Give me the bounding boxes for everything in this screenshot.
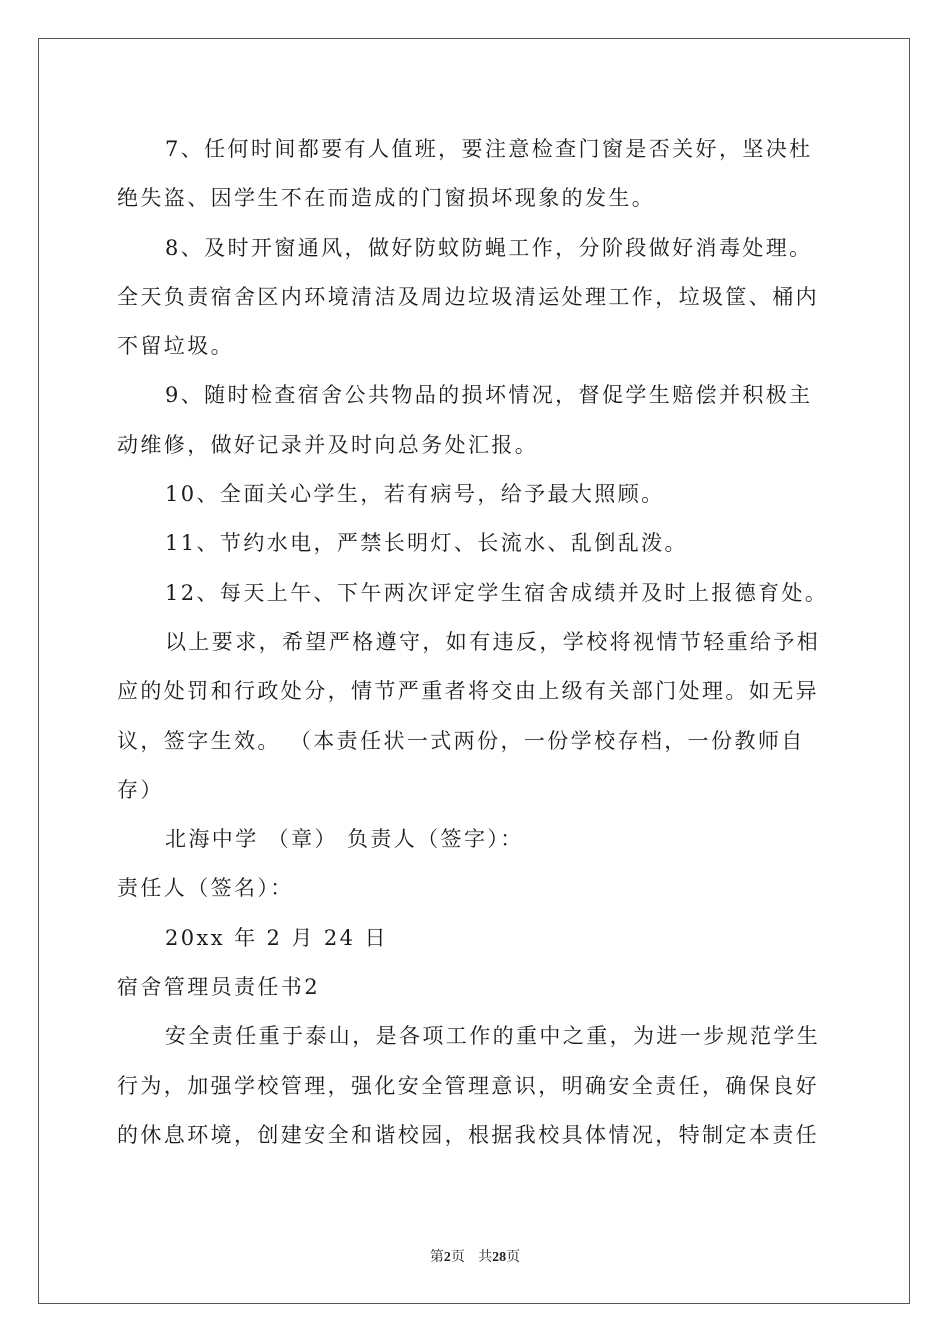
paragraph-line: 行为，加强学校管理，强化安全管理意识，明确安全责任，确保良好 (117, 1073, 819, 1098)
current-page-number: 2 (443, 1250, 451, 1265)
section-title: 宿舍管理员责任书2 (117, 975, 320, 1000)
page-suffix: 页 (450, 1249, 465, 1265)
paragraph-line: 11、节约水电，严禁长明灯、长流水、乱倒乱泼。 (165, 531, 688, 556)
page-number-footer (0, 1246, 950, 1266)
document-body (117, 125, 835, 1160)
total-suffix: 页 (506, 1249, 521, 1265)
date-line: 20xx 年 2 月 24 日 (165, 925, 388, 950)
paragraph-line: 绝失盗、因学生不在而造成的门窗损坏现象的发生。 (117, 186, 656, 211)
paragraph-line: 8、及时开窗通风，做好防蚊防蝇工作，分阶段做好消毒处理。 (165, 235, 813, 260)
paragraph-line: 存） (117, 777, 164, 802)
paragraph-line: 议，签字生效。 （本责任状一式两份，一份学校存档，一份教师自 (117, 728, 805, 753)
paragraph-line: 的休息环境，创建安全和谐校园，根据我校具体情况，特制定本责任 (117, 1122, 819, 1147)
responsible-person-signature-line: 责任人（签名）： (117, 876, 294, 901)
paragraph-line: 全天负责宿舍区内环境清洁及周边垃圾清运处理工作，垃圾筐、桶内 (117, 284, 819, 309)
total-page-number: 28 (492, 1250, 507, 1265)
school-seal-line: 北海中学 （章） 负责人（签字）： (165, 827, 524, 852)
paragraph-line: 9、随时检查宿舍公共物品的损坏情况，督促学生赔偿并积极主 (165, 383, 813, 408)
paragraph-line: 10、全面关心学生，若有病号，给予最大照顾。 (165, 482, 665, 507)
paragraph-line: 应的处罚和行政处分，情节严重者将交由上级有关部门处理。如无异 (117, 679, 819, 704)
paragraph-line: 7、任何时间都要有人值班，要注意检查门窗是否关好，坚决杜 (165, 137, 813, 161)
paragraph-line: 安全责任重于泰山，是各项工作的重中之重，为进一步规范学生 (165, 1024, 821, 1049)
paragraph-line: 以上要求，希望严格遵守，如有违反，学校将视情节轻重给予相 (165, 629, 821, 654)
paragraph-line: 动维修，做好记录并及时向总务处汇报。 (117, 432, 539, 457)
paragraph-line: 不留垃圾。 (117, 334, 234, 359)
total-prefix: 共 (478, 1249, 493, 1265)
paragraph-line: 12、每天上午、下午两次评定学生宿舍成绩并及时上报德育处。 (165, 580, 829, 605)
page-prefix: 第 (429, 1249, 444, 1265)
